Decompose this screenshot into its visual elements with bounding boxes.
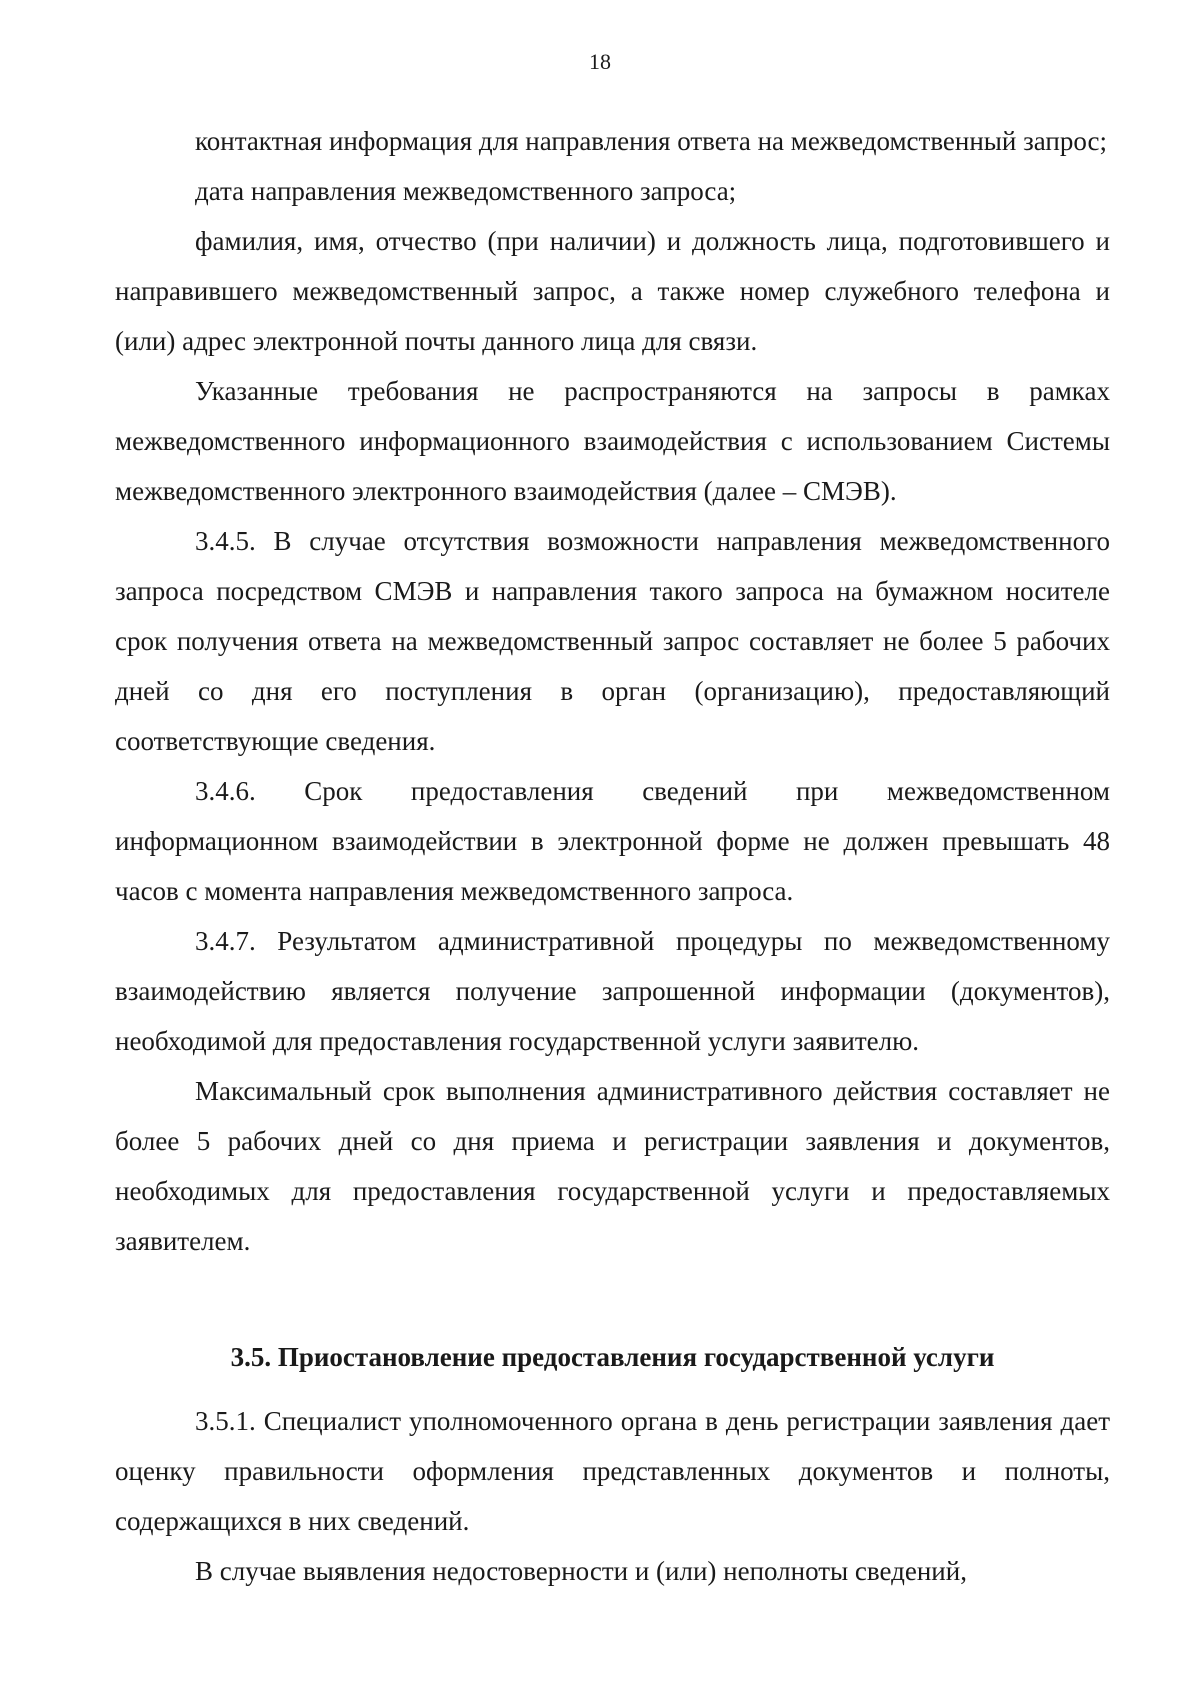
paragraph-responsible-person: фамилия, имя, отчество (при наличии) и должность лица, подготовившего и направившего межведомственный запрос, а также номер служебного телефона и (или) адрес электронной почты данного лица для связи. [115, 226, 1110, 356]
paragraph-smev-exception: Указанные требования не распространяются на запросы в рамках межведомственного информационного взаимодействия с использованием Системы межведомственного электронного взаимодействия (далее – СМЭВ). [115, 376, 1110, 506]
paragraph-incomplete-info: В случае выявления недостоверности и (или) неполноты сведений, [195, 1556, 967, 1586]
page-number: 18 [589, 49, 611, 74]
paragraph-contact-info: контактная информация для направления ответа на межведомственный запрос; [195, 126, 1108, 156]
paragraph-request-date: дата направления межведомственного запроса; [195, 176, 737, 206]
page-body [115, 116, 1110, 1596]
section-heading-3-5: 3.5. Приостановление предоставления государственной услуги [230, 1342, 995, 1372]
paragraph-3-4-6: 3.4.6. Срок предоставления сведений при межведомственном информационном взаимодействии в электронной форме не должен превышать 48 часов с момента направления межведомственного запроса. [115, 776, 1110, 906]
paragraph-max-term: Максимальный срок выполнения административного действия составляет не более 5 рабочих дней со дня приема и регистрации заявления и документов, необходимых для предоставления государственной услуги и предоставляемых заявителем. [115, 1076, 1110, 1256]
paragraph-3-4-5: 3.4.5. В случае отсутствия возможности направления межведомственного запроса посредством СМЭВ и направления такого запроса на бумажном носителе срок получения ответа на межведомственный запрос составляет не более 5 рабочих дней со дня его поступления в орган (организацию), предоставляющий соответствующие сведения. [115, 526, 1110, 756]
paragraph-3-4-7: 3.4.7. Результатом административной процедуры по межведомственному взаимодействию является получение запрошенной информации (документов), необходимой для предоставления государственной услуги заявителю. [115, 926, 1110, 1056]
paragraph-3-5-1: 3.5.1. Специалист уполномоченного органа в день регистрации заявления дает оценку правильности оформления представленных документов и полноты, содержащихся в них сведений. [115, 1406, 1110, 1536]
